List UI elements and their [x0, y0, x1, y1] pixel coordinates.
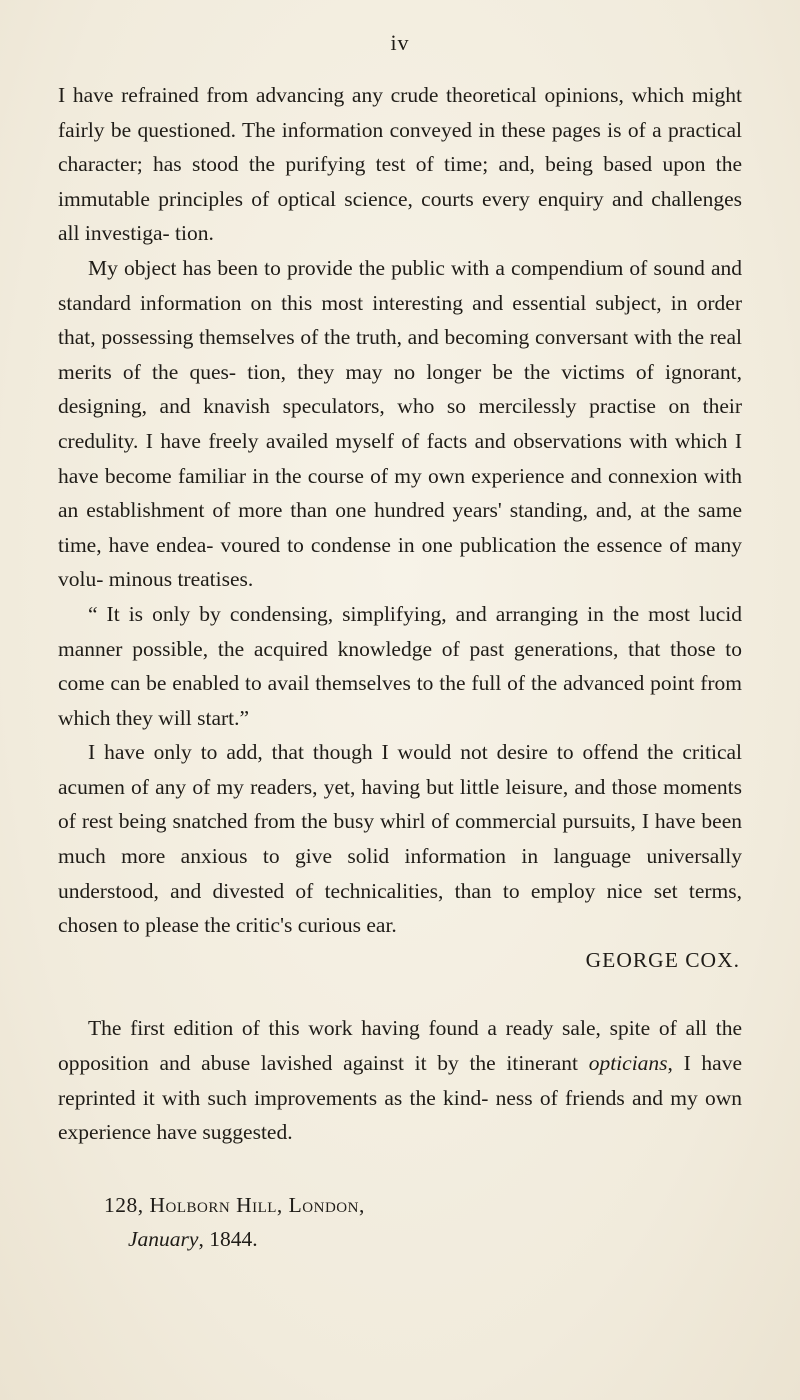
author-signature: GEORGE COX.	[585, 947, 740, 972]
date-line	[104, 1222, 742, 1257]
paragraph-closing: I have only to add, that though I would not desire to offend the critical acumen of any of my readers, yet, having but little leisure, and those moments of rest being snatched from the busy whirl of commercial pursuits, I have been much more anxious to give solid information in language universally understood, and divested of technicalities, than to employ nice set terms, chosen to please the critic's curious ear.	[58, 740, 742, 938]
note-text-after: , I have reprinted it with such improvements as the kind- ness of friends and my own experience have suggested.	[58, 1051, 743, 1145]
date-year: , 1844.	[198, 1227, 258, 1252]
address-block	[58, 1188, 742, 1257]
date-month: January	[128, 1227, 199, 1252]
page-number: iv	[390, 30, 410, 55]
paragraph-opinions: I have refrained from advancing any crude theoretical opinions, which might fairly be questioned. The information conveyed in these pages is of a practical character; has stood the purifying test of time; and, being based upon the immutable principles of optical science, courts every enquiry and challenges all investiga- tion.	[58, 83, 742, 246]
address-line: 128, Holborn Hill, London,	[104, 1192, 365, 1217]
note-italic-word: opticians	[588, 1051, 668, 1076]
paragraph-object: My object has been to provide the public with a compendium of sound and standard information on this most interesting and essential subject, in order that, possessing themselves of the truth, and becoming conversant with the real merits of the ques- tion, they may no longer be the victims of ignorant, designing, and knavish speculators, who so mercilessly practise on their credulity. I have freely availed myself of facts and observations with which I have become familiar in the course of my own experience and connexion with an establishment of more than one hundred years' standing, and, at the same time, have endea- voured to condense in one publication the essence of many volu- minous treatises.	[58, 255, 742, 592]
note-text-before: The first edition of this work having found a ready sale, spite of all the opposition and abuse lavished against it by the itinerant	[58, 1016, 742, 1076]
paragraph-edition-note	[58, 1011, 742, 1149]
paragraph-quotation: “ It is only by condensing, simplifying, and arranging in the most lucid manner possible, the acquired knowledge of past generations, that those to come can be enabled to avail themselves to the full of the advanced point from which they will start.”	[58, 601, 742, 730]
